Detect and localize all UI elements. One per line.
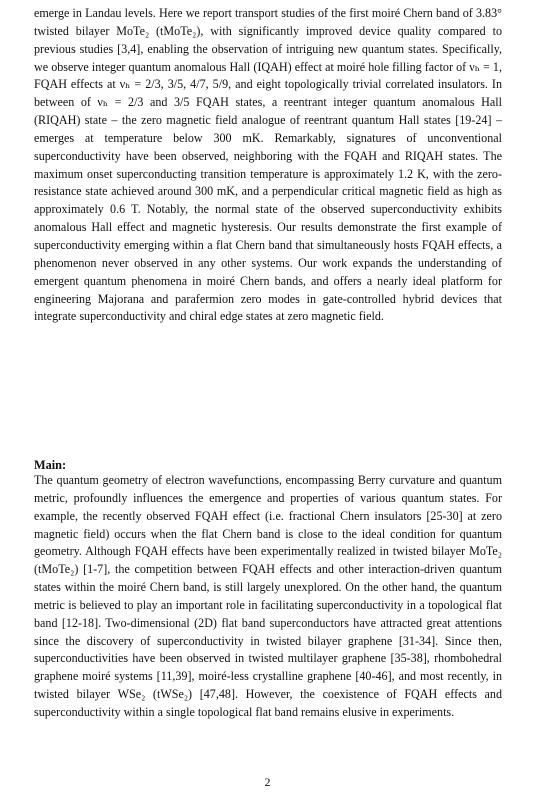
- section-heading-main: Main:: [34, 458, 67, 472]
- main-paragraph: The quantum geometry of electron wavefunctions, encompassing Berry curvature and quantum metric, profoundly influences the emergence and properties of various quantum states. For example, the recently observed FQAH effect (i.e. fractional Chern insulators [25-30] at zero magnetic field) occurs when the flat Chern band is close to the ideal condition for quantum geometry. Although FQAH effects have been experimentally realized in twisted bilayer MoTe₂ (tMoTe₂) [1-7], the competition between FQAH effects and other interaction-driven quantum states within the moiré Chern band, is still largely unexplored. On the other hand, the quantum metric is believed to play an important role in facilitating superconductivity in a topological flat band [12-18]. Two-dimensional (2D) flat band superconductors have attracted great attentions since the discovery of superconductivity in twisted bilayer graphene [31-34]. Since then, superconductivities have been observed in twisted multilayer graphene [35-38], rhombohedral graphene moiré systems [11,39], moiré-less crystalline graphene [40-46], and most recently, in twisted bilayer WSe₂ (tWSe₂) [47,48]. However, the coexistence of FQAH effects and superconductivity within a single topological flat band remains elusive in experiments.: [34, 473, 502, 719]
- page-number: 2: [264, 775, 271, 789]
- intro-paragraph: emerge in Landau levels. Here we report transport studies of the first moiré Chern band of 3.83° twisted bilayer MoTe₂ (tMoTe₂), with significantly improved device quality compared to previous studies [3,4], enabling the observation of intriguing new quantum states. Specifically, we observe integer quantum anomalous Hall (IQAH) effect at moiré hole filling factor of νₕ = 1, FQAH effects at νₕ = 2/3, 3/5, 4/7, 5/9, and eight topologically trivial correlated insulators. In between of νₕ = 2/3 and 3/5 FQAH states, a reentrant integer quantum anomalous Hall (RIQAH) state – the zero magnetic field analogue of reentrant quantum Hall states [19-24] – emerges at temperature below 300 mK. Remarkably, signatures of unconventional superconductivity have been observed, neighboring with the FQAH and RIQAH states. The maximum onset superconducting transition temperature is approximately 1.2 K, with the zero-resistance state achieved around 300 mK, and a perpendicular critical magnetic field as high as approximately 0.6 T. Notably, the normal state of the observed superconductivity exhibits anomalous Hall effect and magnetic hysteresis. Our results demonstrate the first example of superconductivity emerging within a flat Chern band that simultaneously hosts FQAH effects, a phenomenon never observed in any other systems. Our work expands the understanding of emergent quantum phenomena in moiré Chern bands, and offers a nearly ideal platform for engineering Majorana and parafermion zero modes in gate-controlled hybrid devices that integrate superconductivity and chiral edge states at zero magnetic field.: [34, 6, 502, 324]
